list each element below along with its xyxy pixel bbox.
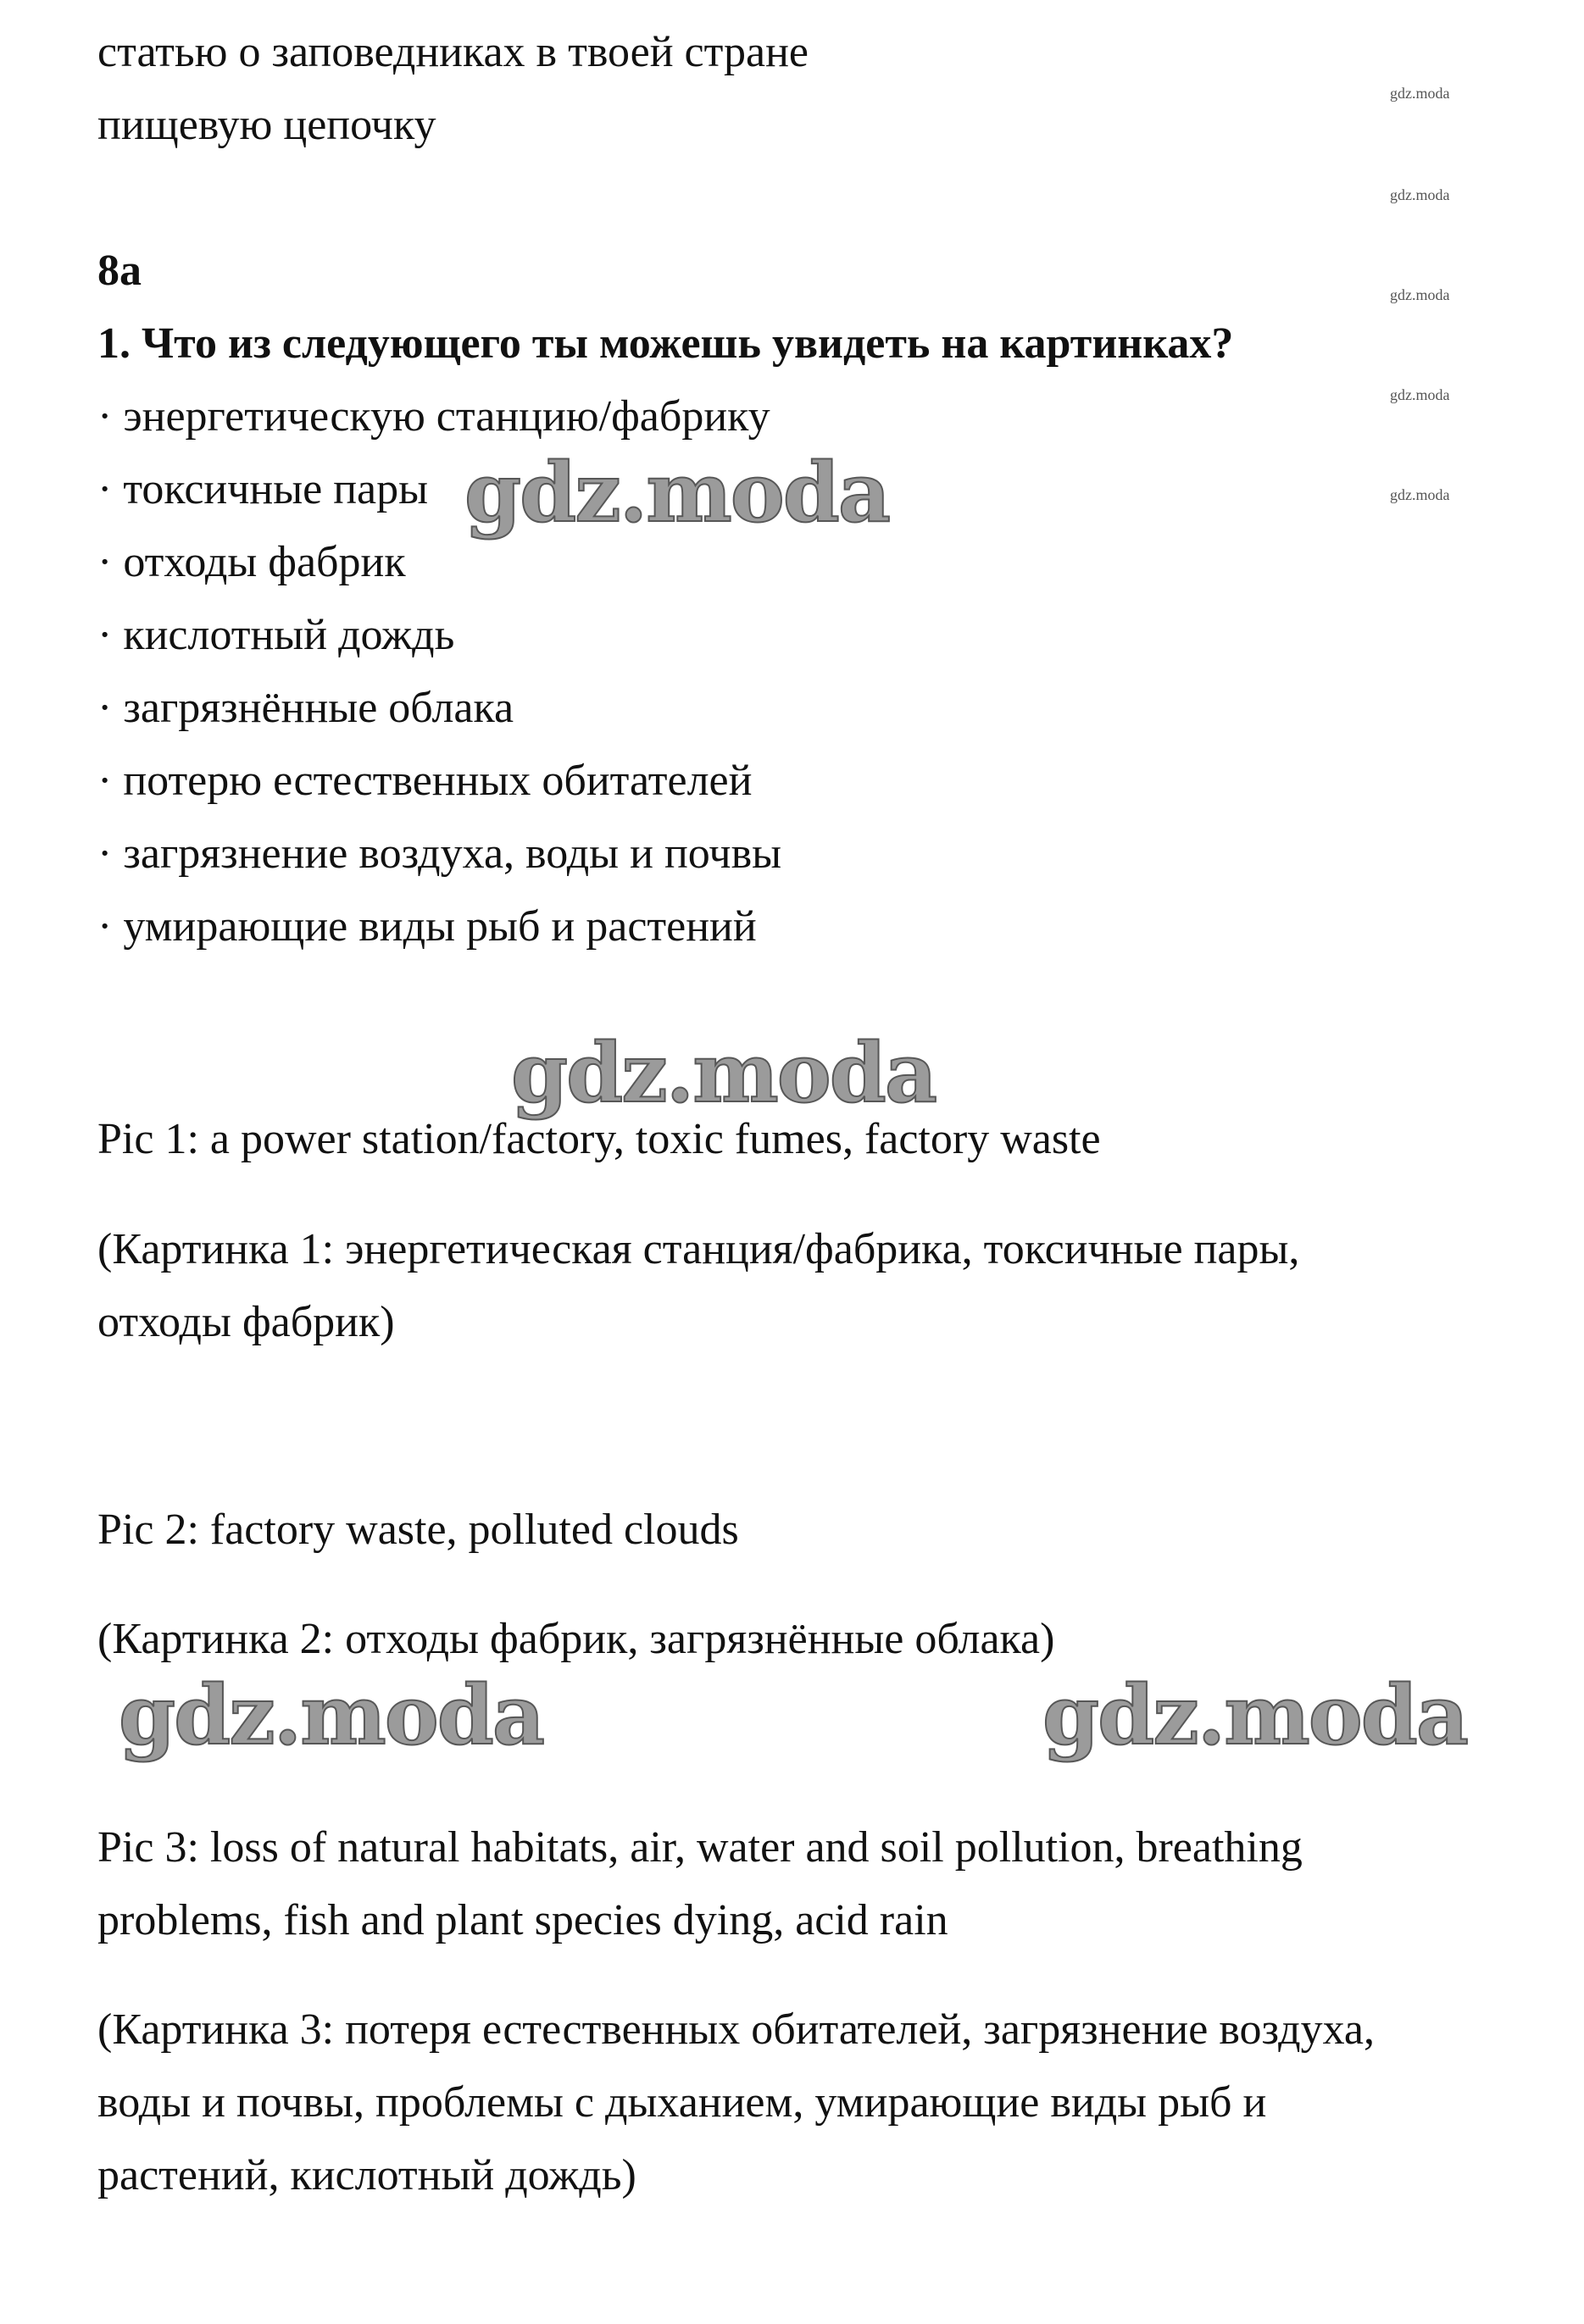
answer-line: Pic 3: loss of natural habitats, air, water and soil pollution, breathing: [97, 1823, 1303, 1872]
answer-line: (Картинка 1: энергетическая станция/фабрика, токсичные пары,: [97, 1225, 1300, 1273]
list-item: · умирающие виды рыб и растений: [97, 902, 757, 951]
text-line: пищевую цепочку: [97, 101, 436, 149]
watermark-large: gdz.moda: [511, 1025, 937, 1121]
answer-line: отходы фабрик): [97, 1298, 395, 1346]
answer-line: воды и почвы, проблемы с дыханием, умирающие виды рыб и: [97, 2078, 1267, 2127]
watermark-large: gdz.moda: [1042, 1667, 1468, 1763]
answer-line: (Картинка 2: отходы фабрик, загрязнённые облака): [97, 1615, 1055, 1663]
answer-line: (Картинка 3: потеря естественных обитателей, загрязнение воздуха,: [97, 2005, 1375, 2054]
watermark-small: gdz.moda: [1390, 486, 1450, 503]
watermark-large: gdz.moda: [464, 445, 890, 541]
section-heading: 8a: [97, 247, 142, 295]
watermark-small: gdz.moda: [1390, 386, 1450, 403]
list-item: · энергетическую станцию/фабрику: [97, 392, 770, 441]
list-item: · кислотный дождь: [97, 611, 455, 659]
list-item: · отходы фабрик: [97, 538, 406, 586]
answer-line: Pic 2: factory waste, polluted clouds: [97, 1506, 739, 1554]
question-heading: 1. Что из следующего ты можешь увидеть на картинках?: [97, 319, 1234, 368]
text-line: статью о заповедниках в твоей стране: [97, 28, 809, 76]
list-item: · загрязнённые облака: [97, 684, 514, 732]
answer-line: растений, кислотный дождь): [97, 2151, 636, 2199]
answer-line: Pic 1: a power station/factory, toxic fumes, factory waste: [97, 1115, 1101, 1163]
list-item: · токсичные пары: [97, 465, 429, 513]
watermark-small: gdz.moda: [1390, 85, 1450, 102]
list-item: · загрязнение воздуха, воды и почвы: [97, 829, 782, 878]
list-item: · потерю естественных обитателей: [97, 757, 753, 805]
watermark-small: gdz.moda: [1390, 286, 1450, 303]
watermark-large: gdz.moda: [119, 1667, 544, 1763]
watermark-small: gdz.moda: [1390, 186, 1450, 203]
answer-line: problems, fish and plant species dying, acid rain: [97, 1896, 948, 1944]
